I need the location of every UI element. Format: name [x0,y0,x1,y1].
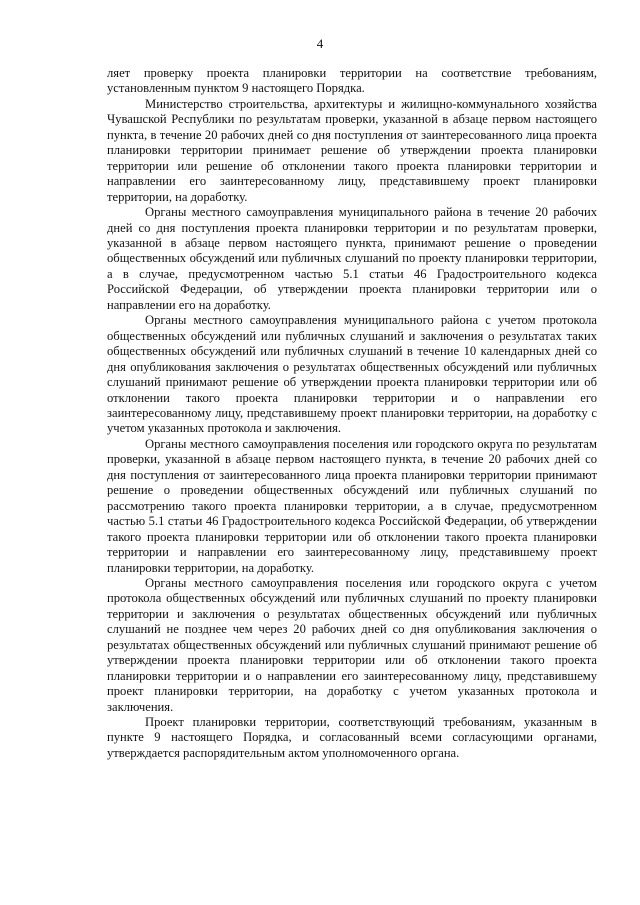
page-number: 4 [316,36,324,51]
paragraph-final-approval: Проект планировки территории, соответствующий требованиям, указанным в пункте 9 настоящего Порядка, и согласованный всеми согласующими органами, утверждается распорядительным актом уполномоченного органа. [107,715,597,760]
paragraph-settlement-hearings: Органы местного самоуправления поселения или городского округа по результатам проверки, указанной в абзаце первом настоящего пункта, в течение 20 рабочих дней со дня поступления от заинтересованного лица проекта планировки территории принимают решение о проведении общественных обсуждений или публичных слушаний по рассмотрению такого проекта планировки территории, а в случае, предусмотренном частью 5.1 статьи 46 Градостроительного кодекса Российской Федерации, об утверждении такого проекта планировки территории или об отклонении такого проекта планировки территории и направлении его заинтересованному лицу, представившему проект планировки территории, на доработку. [107,436,597,575]
paragraph-district-hearings: Органы местного самоуправления муниципального района в течение 20 рабочих дней со дня поступления проекта планировки территории и по результатам проверки, указанной в абзаце первом настоящего пункта, принимают решение о проведении общественных обсуждений или публичных слушаний по проекту планировки территории, а в случае, предусмотренном частью 5.1 статьи 46 Градостроительного кодекса Российской Федерации, об утверждении проекта планировки территории или о направлении его на доработку. [107,205,597,312]
paragraph-settlement-approval: Органы местного самоуправления поселения или городского округа с учетом протокола общественных обсуждений или публичных слушаний по проекту планировки территории и заключения о результатах общественных обсуждений или публичных слушаний не позднее чем через 20 рабочих дней со дня опубликования заключения о результатах общественных обсуждений или публичных слушаний принимают решение об утверждении проекта планировки территории или об отклонении такого проекта планировки территории и о направлении его заинтересованному лицу, представившему проект планировки территории, на доработку с учетом указанных протокола и заключения. [107,575,597,714]
document-body [107,66,597,761]
paragraph-ministry-decision: Министерство строительства, архитектуры и жилищно-коммунального хозяйства Чувашской Республики по результатам проверки, указанной в абзаце первом настоящего пункта, в течение 20 рабочих дней со дня поступления от заинтересованного лица проекта планировки территории принимает решение об утверждении проекта планировки территории или решение об отклонении такого проекта планировки территории и направлении его заинтересованному лицу, представившему проект планировки территории, на доработку. [107,96,597,204]
paragraph-continuation: ляет проверку проекта планировки территории на соответствие требованиям, установленным пунктом 9 настоящего Порядка. [107,66,597,96]
paragraph-district-approval: Органы местного самоуправления муниципального района с учетом протокола общественных обсуждений или публичных слушаний и заключения о результатах таких общественных обсуждений или публичных слушаний в течение 10 календарных дней со дня опубликования заключения о результатах общественных обсуждений или публичных слушаний принимают решение об утверждении проекта планировки территории или об отклонении такого проекта планировки территории и о направлении его заинтересованному лицу, представившему проект планировки территории, на доработку с учетом указанных протокола и заключения. [107,313,597,436]
